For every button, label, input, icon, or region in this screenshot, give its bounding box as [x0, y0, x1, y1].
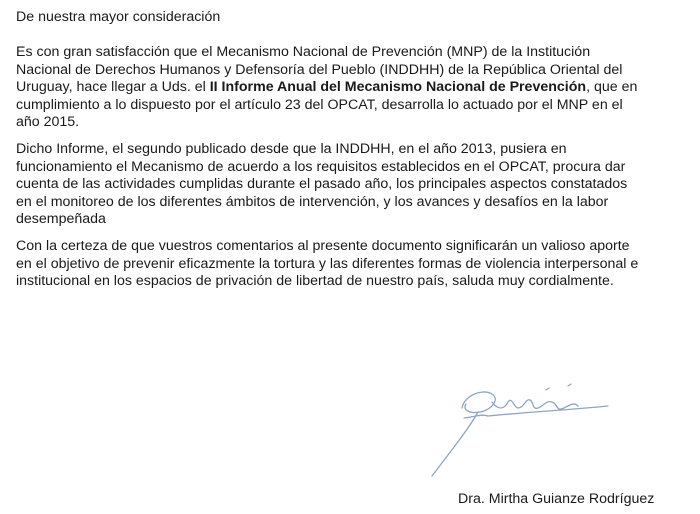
paragraph-closing: Con la certeza de que vuestros comentarios al presente documento significarán un valioso aporte en el objetivo de prevenir eficazmente la tortura y las diferentes formas de violencia interpersonal e institucional en los espacios de privación de libertad de nuestro país, saluda muy cordialmente.: [16, 238, 639, 290]
paragraph-intro: [16, 44, 644, 132]
handwritten-signature: [418, 372, 618, 482]
paragraph-intro-text-before: Es con gran satisfacción que el Mecanismo Nacional de Prevención (MNP) de la Institución Nacional de Derechos Humanos y Defensoría del Pueblo (INDDHH) de la República Oriental del Uruguay, hace llegar a Uds. el: [16, 44, 623, 96]
paragraph-intro-text-after: , que en cumplimiento a lo dispuesto por el artículo 23 del OPCAT, desarrolla lo actuado por el MNP en el año 2015.: [16, 79, 638, 131]
greeting: De nuestra mayor consideración: [16, 9, 221, 25]
paragraph-report-description: Dicho Informe, el segundo publicado desde que la INDDHH, en el año 2013, pusiera en funcionamiento el Mecanismo de acuerdo a los requisitos establecidos en el OPCAT, procura dar cuenta de las actividades cumplidas durante el pasado año, los principales aspectos constatados en el monitoreo de los diferentes ámbitos de intervención, y los avances y desafíos en la labor desempeñada: [16, 141, 628, 228]
signer-name: Dra. Mirtha Guianze Rodríguez: [458, 491, 655, 507]
report-title: II Informe Anual del Mecanismo Nacional de Prevención: [209, 79, 587, 96]
